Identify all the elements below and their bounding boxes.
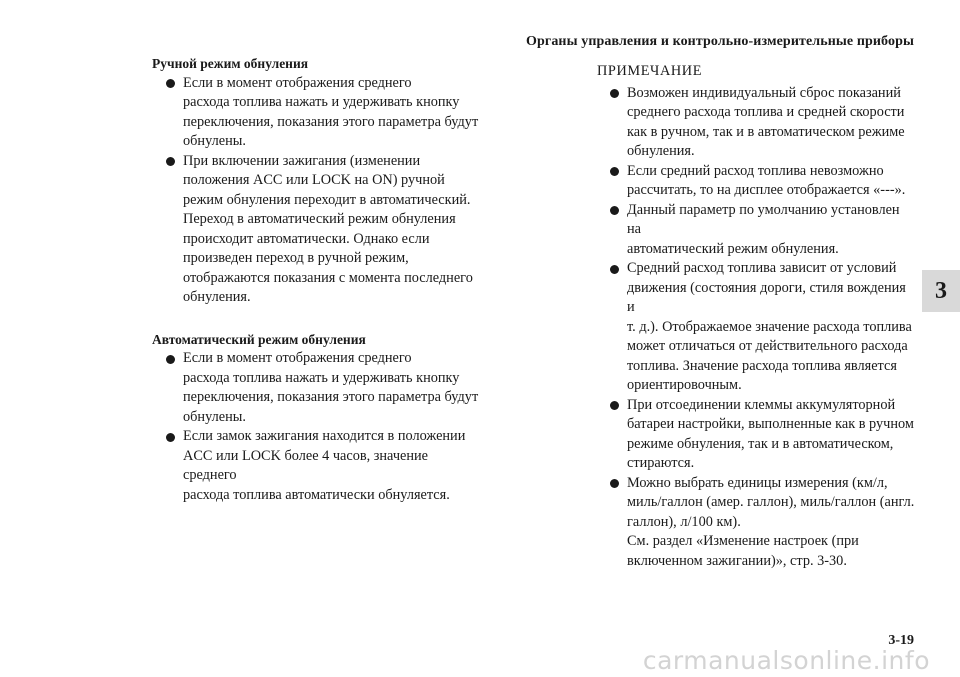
bullet-icon xyxy=(610,265,619,274)
auto-reset-list xyxy=(152,349,482,505)
list-item: Если замок зажигания находится в положении ACC или LOCK более 4 часов, значение среднего расхода топлива автоматически обнуляется. xyxy=(152,427,482,505)
bullet-icon xyxy=(610,89,619,98)
list-item: Если в момент отображения среднего расхода топлива нажать и удерживать кнопку переключения, показания этого параметра будут обнулены. xyxy=(152,74,482,152)
watermark: carmanualsonline.info xyxy=(642,646,930,675)
note-title: ПРИМЕЧАНИЕ xyxy=(597,63,703,79)
note-column xyxy=(597,62,917,571)
list-item: Если средний расход топлива невозможно рассчитать, то на дисплее отображается «---». xyxy=(597,162,917,201)
chapter-tab: 3 xyxy=(922,270,960,312)
list-item: Средний расход топлива зависит от условий движения (состояния дороги, стиля вождения и т. д.). Отображаемое значение расхода топлива может отличаться от действительного расхода топлива. Значение расхода топлива является ориентировочным. xyxy=(597,259,917,396)
list-item: Если в момент отображения среднего расхода топлива нажать и удерживать кнопку переключения, показания этого параметра будут обнулены. xyxy=(152,349,482,427)
bullet-icon xyxy=(610,479,619,488)
left-column xyxy=(152,54,482,505)
list-item: Возможен индивидуальный сброс показаний среднего расхода топлива и средней скорости как в ручном, так и в автоматическом режиме обнуления. xyxy=(597,84,917,162)
auto-reset-title: Автоматический режим обнуления xyxy=(152,331,366,347)
list-item: При включении зажигания (изменении положения ACC или LOCK на ON) ручной режим обнуления переходит в автоматический. Переход в автоматический режим обнуления происходит автоматически. Однако если произведен переход в ручной режим, отображаются показания с момента последнего обнуления. xyxy=(152,152,482,308)
bullet-icon xyxy=(166,157,175,166)
note-list xyxy=(597,84,917,572)
bullet-icon xyxy=(610,401,619,410)
bullet-icon xyxy=(610,206,619,215)
bullet-icon xyxy=(610,167,619,176)
manual-reset-title: Ручной режим обнуления xyxy=(152,56,309,71)
bullet-icon xyxy=(166,355,175,364)
bullet-icon xyxy=(166,79,175,88)
bullet-icon xyxy=(166,433,175,442)
list-item: Данный параметр по умолчанию установлен на автоматический режим обнуления. xyxy=(597,201,917,260)
list-item: Можно выбрать единицы измерения (км/л, миль/галлон (амер. галлон), миль/галлон (англ. галлон), л/100 км). См. раздел «Изменение настроек (при включенном зажигании)», стр. 3-30. xyxy=(597,474,917,572)
list-item: При отсоединении клеммы аккумуляторной батареи настройки, выполненные как в ручном режиме обнуления, так и в автоматическом, стираются. xyxy=(597,396,917,474)
page-header: Органы управления и контрольно-измерительные приборы xyxy=(526,34,914,49)
manual-reset-list xyxy=(152,74,482,308)
page-number: 3-19 xyxy=(888,633,914,648)
